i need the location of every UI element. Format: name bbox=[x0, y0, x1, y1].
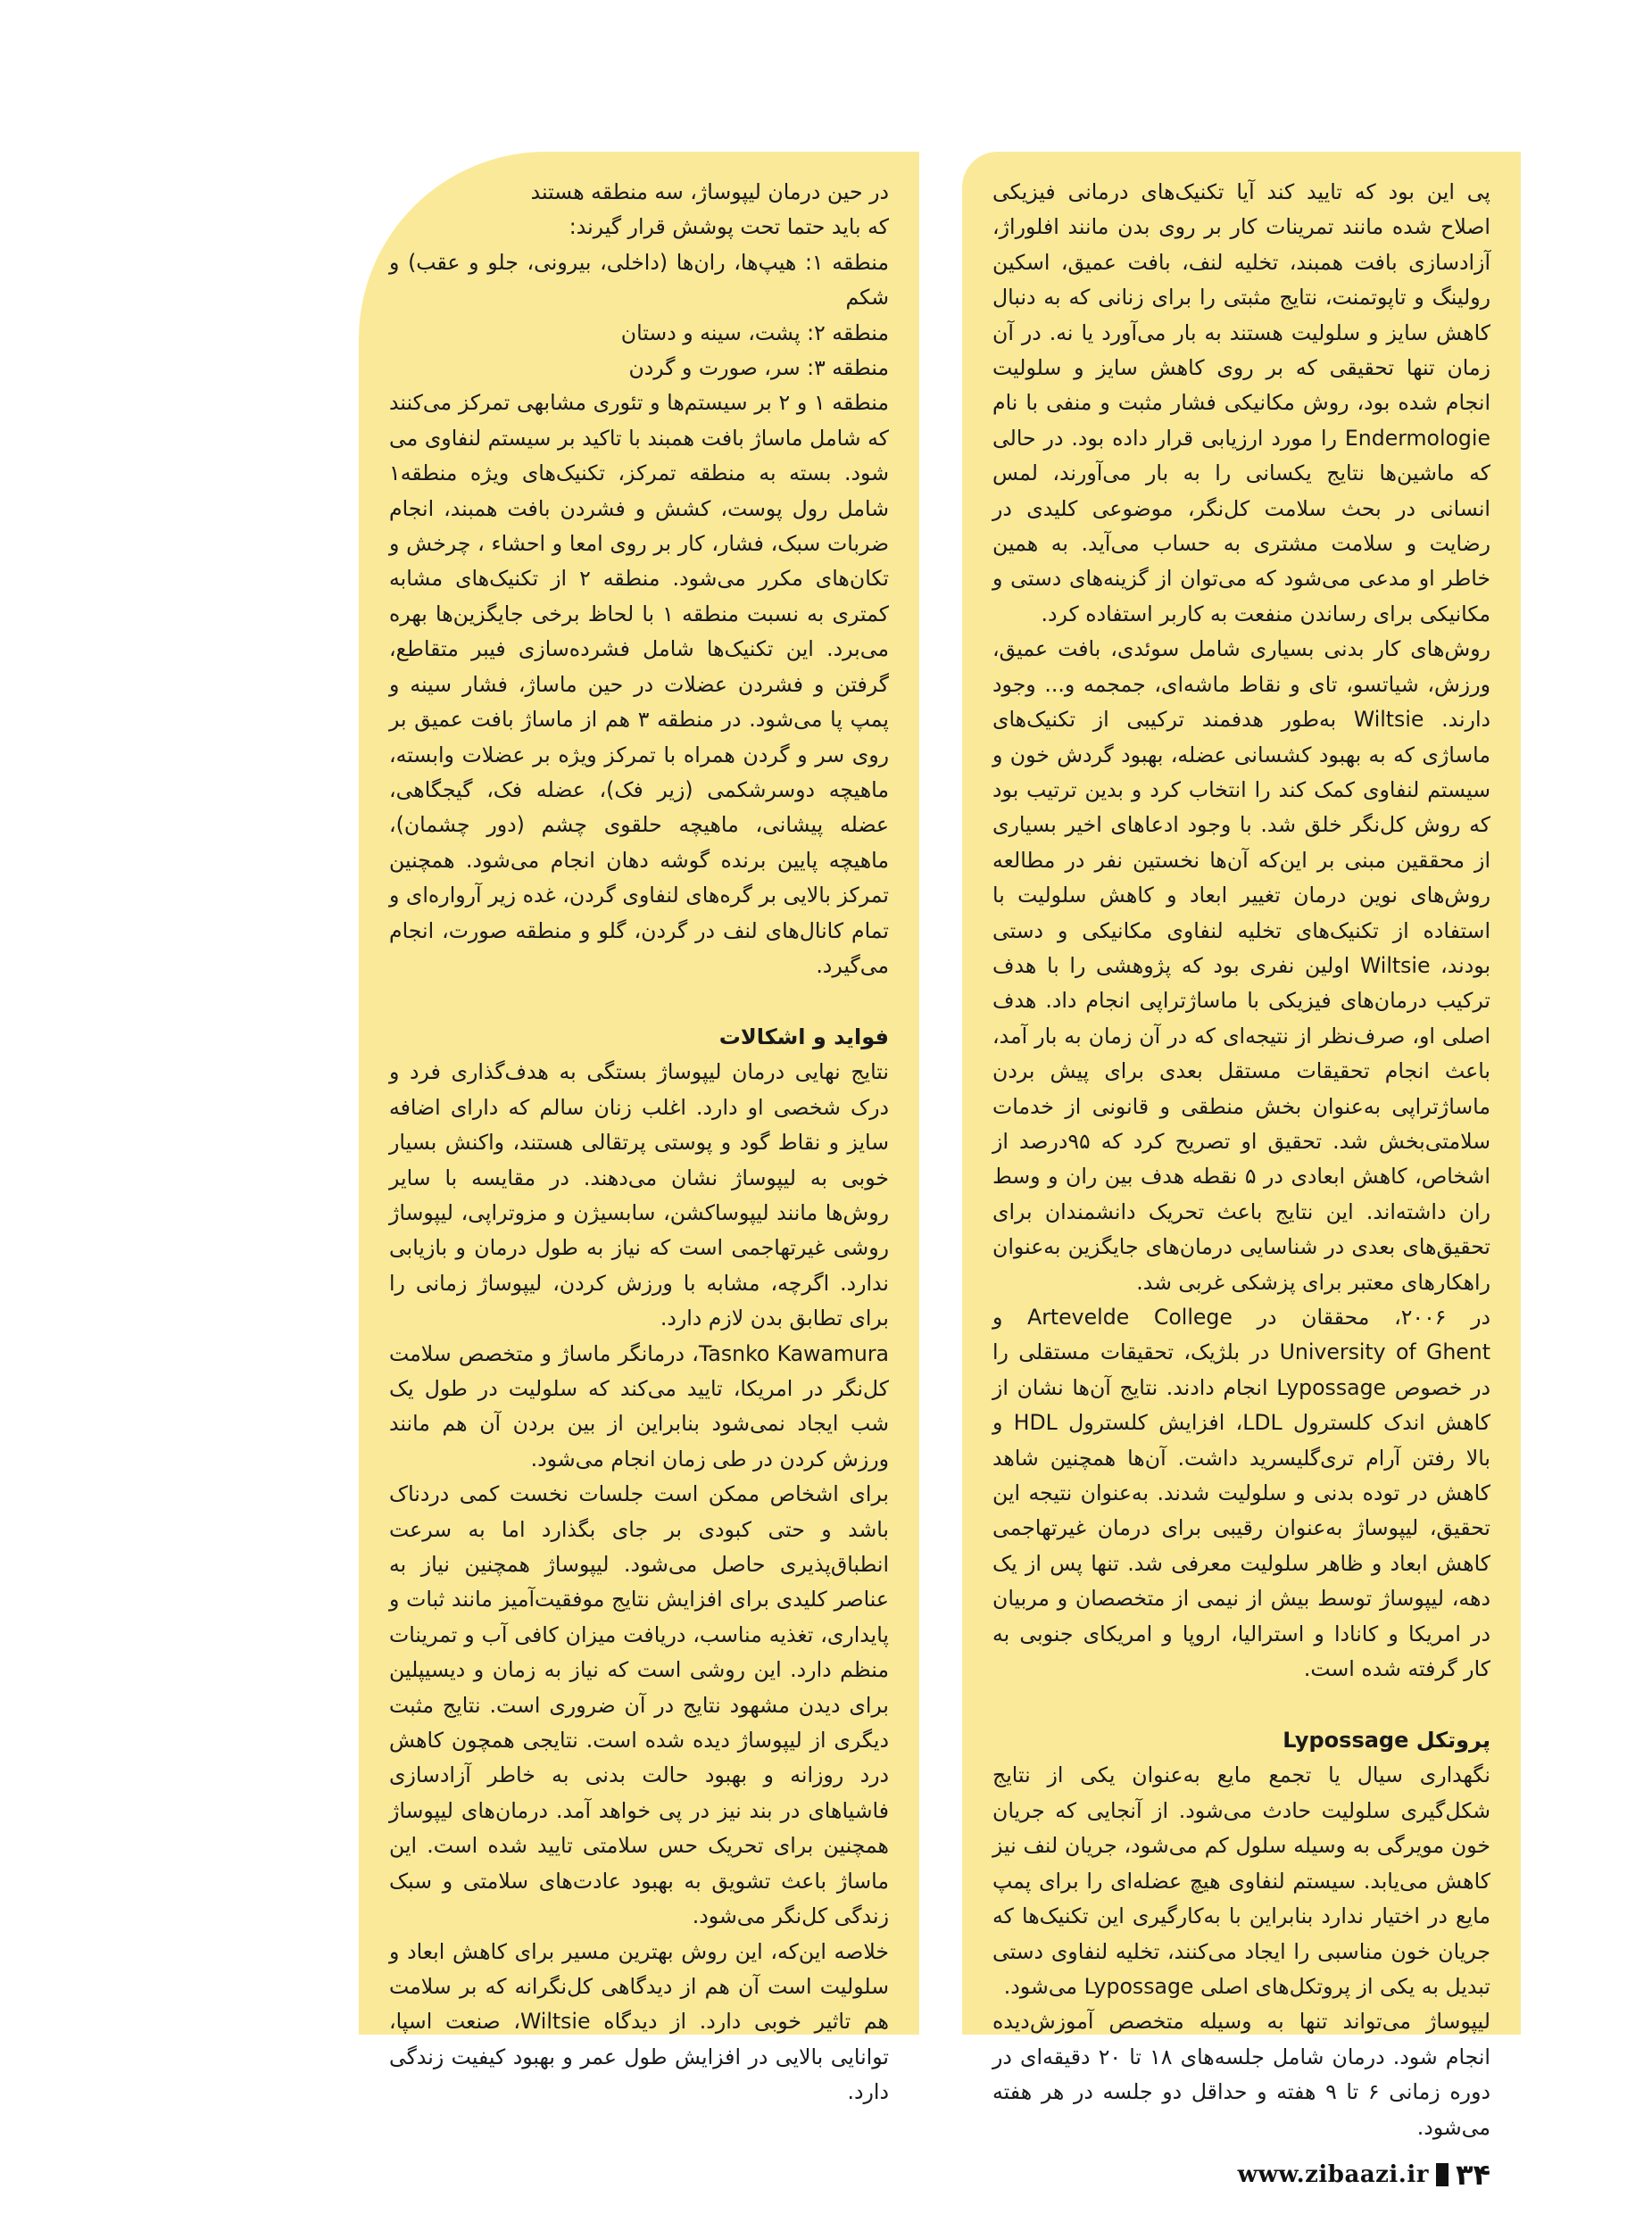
paragraph: نگهداری سیال یا تجمع مایع به‌عنوان یکی از نتایج شکل‌گیری سلولیت حادث می‌شود. از آنجایی که جریان خون مویرگی به وسیله سلول کم می‌شود، جریان لنف نیز کاهش می‌یابد. سیستم لنفاوی هیچ عضله‌ای را برای پمپ مایع در اختیار ندارد بنابراین با به‌کارگیری این تکنیک‌ها که جریان خون مناسبی را ایجاد می‌کنند، تخلیه لنفاوی دستی تبدیل به یکی از پروتکل‌های اصلی Lypossage می‌شود. bbox=[992, 1762, 1490, 1999]
paragraph: Tasnko Kawamura، درمانگر ماساژ و متخصص سلامت کل‌نگر در امریکا، تایید می‌کند که سلولیت در طول یک شب ایجاد نمی‌شود بنابراین از بین بردن آن هم مانند ورزش کردن در طی زمان انجام می‌شود. bbox=[389, 1340, 889, 1472]
paragraph: پی این بود که تایید کند آیا تکنیک‌های درمانی فیزیکی اصلاح شده مانند تمرینات کار بر روی بدن مانند افلوراژ، آزادسازی بافت همبند، تخلیه لنف، بافت عمیق، اسکین رولینگ و تاپوتمنت، نتایج مثبتی را برای زنانی که به دنبال کاهش سایز و سلولیت هستند به بار می‌آورد یا نه. در آن زمان تنها تحقیقی که بر روی کاهش سایز و سلولیت انجام شده بود، روش مکانیکی فشار مثبت و منفی با نام Endermologie را مورد ارزیابی قرار داده بود. در حالی که ماشین‌ها نتایج یکسانی را به بار می‌آورند، لمس انسانی در بحث سلامت کل‌نگر، موضوعی کلیدی در رضایت و سلامت مشتری به حساب می‌آید. به همین خاطر او مدعی می‌شود که می‌توان از گزینه‌های دستی و مکانیکی برای رساندن منفعت به کاربر استفاده کرد. bbox=[992, 179, 1490, 626]
section-heading: پروتکل Lypossage bbox=[1283, 1728, 1490, 1754]
page-footer bbox=[1223, 2157, 1490, 2193]
zone-item: منطقه ۱: هیپ‌ها، ران‌ها (داخلی، بیرونی، جلو و عقب) و شکم bbox=[389, 249, 889, 311]
website-link[interactable]: www.zibaazi.ir bbox=[1237, 2161, 1429, 2188]
paragraph: نتایج نهایی درمان لیپوساژ بستگی به هدف‌گذاری فرد و درک شخصی او دارد. اغلب زنان سالم که دارای اضافه سایز و نقاط گود و پوستی پرتقالی هستند، واکنش بسیار خوبی به لیپوساژ نشان می‌دهند. در مقایسه با سایر روش‌ها مانند لیپوساکشن، سابسیژن و مزوتراپی، لیپوساژ روشی غیرتهاجمی است که نیاز به طول درمان و بازیابی ندارد. اگرچه، مشابه با ورزش کردن، لیپوساژ زمانی را برای تطابق بدن لازم دارد. bbox=[389, 1059, 889, 1331]
paragraph: منطقه ۱ و ۲ بر سیستم‌ها و تئوری مشابهی تمرکز می‌کنند که شامل ماساژ بافت همبند با تاکید بر سیستم لنفاوی می شود. بسته به منطقه تمرکز، تکنیک‌های ویژه منطقه۱ شامل رول پوست، کشش و فشردن بافت همبند، انجام ضربات سبک، فشار، کار بر روی امعا و احشاء ، چرخش و تکان‌های مکرر می‌شود. منطقه ۲ از تکنیک‌های مشابه کمتری به نسبت منطقه ۱ با لحاظ برخی جایگزین‌ها بهره می‌برد. این تکنیک‌ها شامل فشرده‌سازی فیبر متقاطع، گرفتن و فشردن عضلات در حین ماساژ، فشار سینه و پمپ پا می‌شود. در منطقه ۳ هم از ماساژ بافت عمیق بر روی سر و گردن همراه با تمرکز ویژه بر عضلات وابسته، ماهیچه دوسرشکمی (زیر فک)، عضله فک، گیجگاهی، عضله پیشانی، ماهیچه حلقوی چشم (دور چشمان)، ماهیچه پایین برنده گوشه دهان انجام می‌شود. همچنین تمرکز بالایی بر گره‌های لنفاوی گردن، غده زیر آرواره‌ای و تمام کانال‌های لنف در گردن، گلو و منطقه صورت، انجام می‌گیرد. bbox=[389, 390, 890, 978]
spacer bbox=[389, 983, 889, 1019]
paragraph: لیپوساژ می‌تواند تنها به وسیله متخصص آموزش‌دیده انجام شود. درمان شامل جلسه‌های ۱۸ تا ۲۰ دقیقه‌ای در دوره زمانی ۶ تا ۹ هفته و حداقل دو جلسه در هر هفته می‌شود. bbox=[992, 2009, 1490, 2140]
zone-item: منطقه ۲: پشت، سینه و دستان bbox=[620, 319, 889, 345]
paragraph: در ۲۰۰۶، محققان در Artevelde College و University of Ghent در بلژیک، تحقیقات مستقلی را در خصوص Lypossage انجام دادند. نتایج آن‌ها نشان از کاهش اندک کلسترول LDL، افزایش کلسترول HDL و بالا رفتن آرام تری‌گلیسرید داشت. آن‌ها همچنین شاهد کاهش در توده بدنی و سلولیت شدند. به‌عنوان نتیجه این تحقیق، لیپوساژ به‌عنوان رقیبی برای درمان غیرتهاجمی کاهش ابعاد و ظاهر سلولیت معرفی شد. تنها پس از یک دهه، لیپوساژ توسط بیش از نیمی از متخصصان و مربیان در امریکا و کانادا و استرالیا، اروپا و امریکای جنوبی به کار گرفته شده است. bbox=[992, 1305, 1490, 1682]
paragraph: روش‌های کار بدنی بسیاری شامل سوئدی، بافت عمیق، ورزش، شیاتسو، تای و نقاط ماشه‌ای، جمجمه و... وجود دارند. Wiltsie به‌طور هدفمند ترکیبی از تکنیک‌های ماساژی که به بهبود کشسانی عضله، بهبود گردش خون و سیستم لنفاوی کمک کند را انتخاب کرد و بدین ترتیب بود که روش کل‌نگر خلق شد. با وجود ادعاهای اخیر بسیاری از محققین مبنی بر این‌که آن‌ها نخستین نفر در مطالعه روش‌های نوین درمان تغییر ابعاد و کاهش سلولیت با استفاده از تکنیک‌های تخلیه لنفاوی مکانیکی و دستی بودند، Wiltsie اولین نفری بود که پژوهشی را با هدف ترکیب درمان‌های فیزیکی با ماساژتراپی انجام داد. هدف اصلی او، صرف‌نظر از نتیجه‌ای که در آن زمان به بار آمد، باعث انجام تحقیقات مستقل بعدی برای پیش بردن ماساژتراپی به‌عنوان بخش منطقی و قانونی از خدمات سلامتی‌بخش شد. تحقیق او تصریح کرد که ۹۵درصد از اشخاص، کاهش ابعادی در ۵ نقطه هدف بین ران و وسط ران داشته‌اند. این نتایج باعث تحریک دانشمندان برای تحقیق‌های بعدی در شناسایی درمان‌های جایگزین به‌عنوان راهکارهای معتبر برای پزشکی غربی شد. bbox=[992, 636, 1491, 1295]
page-number: ۳۴ bbox=[1455, 2158, 1490, 2192]
intro-line: در حین درمان لیپوساژ، سه منطقه هستند bbox=[530, 179, 889, 204]
footer-divider bbox=[1436, 2163, 1449, 2186]
section-heading: فواید و اشکالات bbox=[718, 1024, 889, 1050]
spacer bbox=[992, 1687, 1490, 1722]
intro-line: که باید حتما تحت پوشش قرار گیرند: bbox=[569, 214, 889, 240]
paragraph: خلاصه این‌که، این روش بهترین مسیر برای کاهش ابعاد و سلولیت است آن هم از دیدگاهی کل‌نگرانه که بر سلامت هم تاثیر خوبی دارد. از دیدگاه Wiltsie، صنعت اسپا، توانایی بالایی در افزایش طول عمر و بهبود کیفیت زندگی دارد. bbox=[389, 1938, 889, 2105]
zone-item: منطقه ۳: سر، صورت و گردن bbox=[628, 355, 889, 381]
left-text-column bbox=[359, 152, 919, 2105]
paragraph: برای اشخاص ممکن است جلسات نخست کمی دردناک باشد و حتی کبودی بر جای بگذارد اما به سرعت انطباق‌پذیری حاصل می‌شود. لیپوساژ همچنین نیاز به عناصر کلیدی برای افزایش نتایج موفقیت‌آمیز مانند ثبات و پایداری، تغذیه مناسب، دریافت میزان کافی آب و تمرینات منظم دارد. این روشی است که نیاز به زمان و دیسیپلین برای دیدن مشهود نتایج در آن ضروری است. نتایج مثبت دیگری از لیپوساژ دیده شده است. نتایجی همچون کاهش درد روزانه و بهبود حالت بدنی به خاطر آزادسازی فاشیاهای در بند نیز در پی خواهد آمد. درمان‌های لیپوساژ همچنین برای تحریک حس سلامتی تایید شده است. این ماساژ باعث تشویق به بهبود عادت‌های سلامتی و سبک زندگی کل‌نگر می‌شود. bbox=[389, 1481, 889, 1929]
right-text-column bbox=[962, 152, 1521, 2140]
